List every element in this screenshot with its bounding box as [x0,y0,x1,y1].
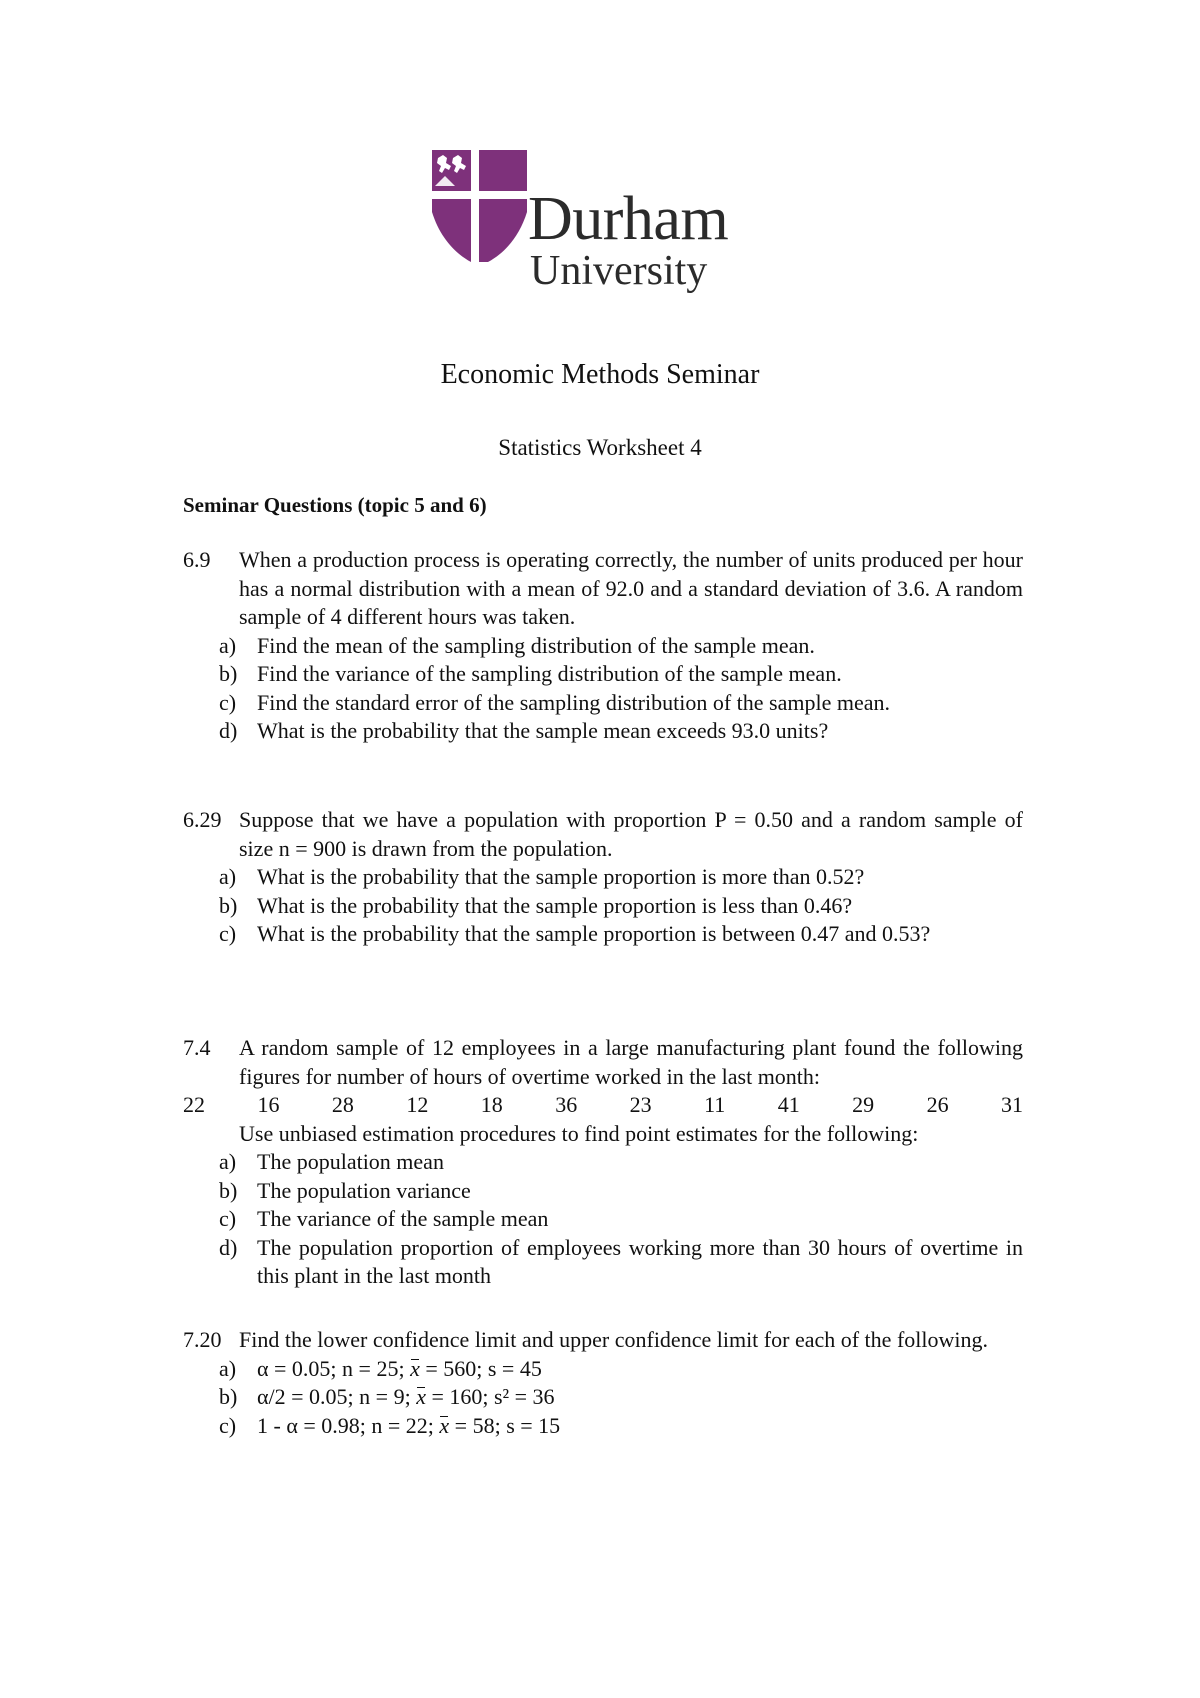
part-text: Find the variance of the sampling distribution of the sample mean. [257,661,842,686]
shield-quadrant-bottom-left [432,199,471,262]
part-label: d) [219,718,238,743]
question-instruction: Use unbiased estimation procedures to find point estimates for the following: [239,1120,919,1146]
question-part [183,1148,1023,1177]
part-text: What is the probability that the sample proportion is between 0.47 and 0.53? [257,921,931,946]
sample-mean-symbol: x [410,1355,420,1381]
part-label: b) [219,892,238,918]
overtime-value: 12 [406,1092,429,1117]
sample-mean-symbol: x [439,1412,450,1438]
shield-quadrant-bottom-right [479,199,527,262]
question-part [183,689,1023,718]
part-label: b) [219,1177,238,1203]
sample-mean-symbol: x [416,1384,426,1409]
question-text: Find the lower confidence limit and upper confidence limit for each of the following. [239,1327,988,1352]
question-part [183,1355,1023,1384]
part-text-post: = 560; s = 45 [419,1355,542,1381]
question-part [183,660,1023,689]
part-text: Find the standard error of the sampling distribution of the sample mean. [257,689,890,715]
overtime-value: 36 [555,1092,578,1117]
question-text: Suppose that we have a population with proportion P = 0.50 and a random sample of size n = 900 is drawn from the population. [239,807,1023,861]
part-text-pre: 1 - α = 0.98; n = 22; [257,1412,440,1438]
overtime-value: 26 [926,1092,949,1117]
overtime-values-row [183,1091,1023,1120]
question-number: 6.29 [183,807,222,832]
part-text: What is the probability that the sample proportion is less than 0.46? [257,892,853,918]
question-6-9 [183,546,1023,746]
question-part [183,1412,1023,1441]
question-part [183,1383,1023,1412]
part-label: b) [219,1384,238,1409]
shield-quadrant-top-right [479,150,527,191]
overtime-value: 11 [704,1092,726,1117]
question-part [183,1205,1023,1234]
question-part [183,1234,1023,1291]
overtime-value: 29 [852,1092,875,1117]
section-heading: Seminar Questions (topic 5 and 6) [183,493,487,517]
durham-university-logo [432,150,792,310]
part-label: b) [219,661,238,686]
logo-wordmark-university: University [530,248,708,294]
part-text: What is the probability that the sample proportion is more than 0.52? [257,864,865,889]
part-text-pre: α = 0.05; n = 25; [257,1355,411,1381]
logo-wordmark-durham: Durham [528,185,729,253]
part-label: a) [219,864,237,889]
part-text: The population mean [257,1149,444,1174]
question-7-20 [183,1326,1023,1440]
question-number: 7.4 [183,1035,211,1060]
question-text: A random sample of 12 employees in a large manufacturing plant found the following figures for number of hours of overtime worked in the last month: [239,1035,1023,1089]
question-part [183,717,1023,746]
part-text: The population proportion of employees working more than 30 hours of overtime in this plant in the last month [257,1234,1023,1288]
part-text-post: = 58; s = 15 [449,1412,561,1438]
seminar-title: Economic Methods Seminar [440,359,760,390]
part-label: a) [219,1149,237,1174]
worksheet-title: Statistics Worksheet 4 [498,435,702,460]
overtime-value: 23 [629,1092,652,1117]
part-text: The variance of the sample mean [257,1206,549,1231]
overtime-value: 31 [1001,1092,1023,1117]
question-part [183,863,1023,892]
question-part [183,632,1023,661]
part-label: a) [219,632,237,658]
part-label: c) [219,921,237,946]
question-part [183,1177,1023,1206]
part-label: c) [219,1206,237,1231]
overtime-value: 18 [480,1092,503,1117]
overtime-value: 16 [257,1092,280,1117]
question-number: 7.20 [183,1327,222,1352]
question-part [183,920,1023,949]
part-text-post: = 160; s² = 36 [425,1384,555,1409]
part-label: c) [219,689,237,715]
durham-shield-icon [432,150,527,270]
question-text: When a production process is operating correctly, the number of units produced per hour has a normal distribution with a mean of 92.0 and a standard deviation of 3.6. A random sample of 4 different hours was taken. [239,547,1023,629]
part-text: The population variance [257,1177,471,1203]
part-text: Find the mean of the sampling distribution of the sample mean. [257,632,815,658]
question-6-29 [183,806,1023,949]
question-7-4 [183,1034,1023,1291]
part-label: a) [219,1355,237,1381]
overtime-value: 28 [331,1092,354,1117]
question-number: 6.9 [183,547,211,572]
question-part [183,892,1023,921]
overtime-value: 41 [777,1092,800,1117]
overtime-value: 22 [183,1092,205,1117]
part-text-pre: α/2 = 0.05; n = 9; [257,1384,417,1409]
part-label: c) [219,1412,237,1438]
part-label: d) [219,1234,238,1260]
part-text: What is the probability that the sample mean exceeds 93.0 units? [257,718,829,743]
